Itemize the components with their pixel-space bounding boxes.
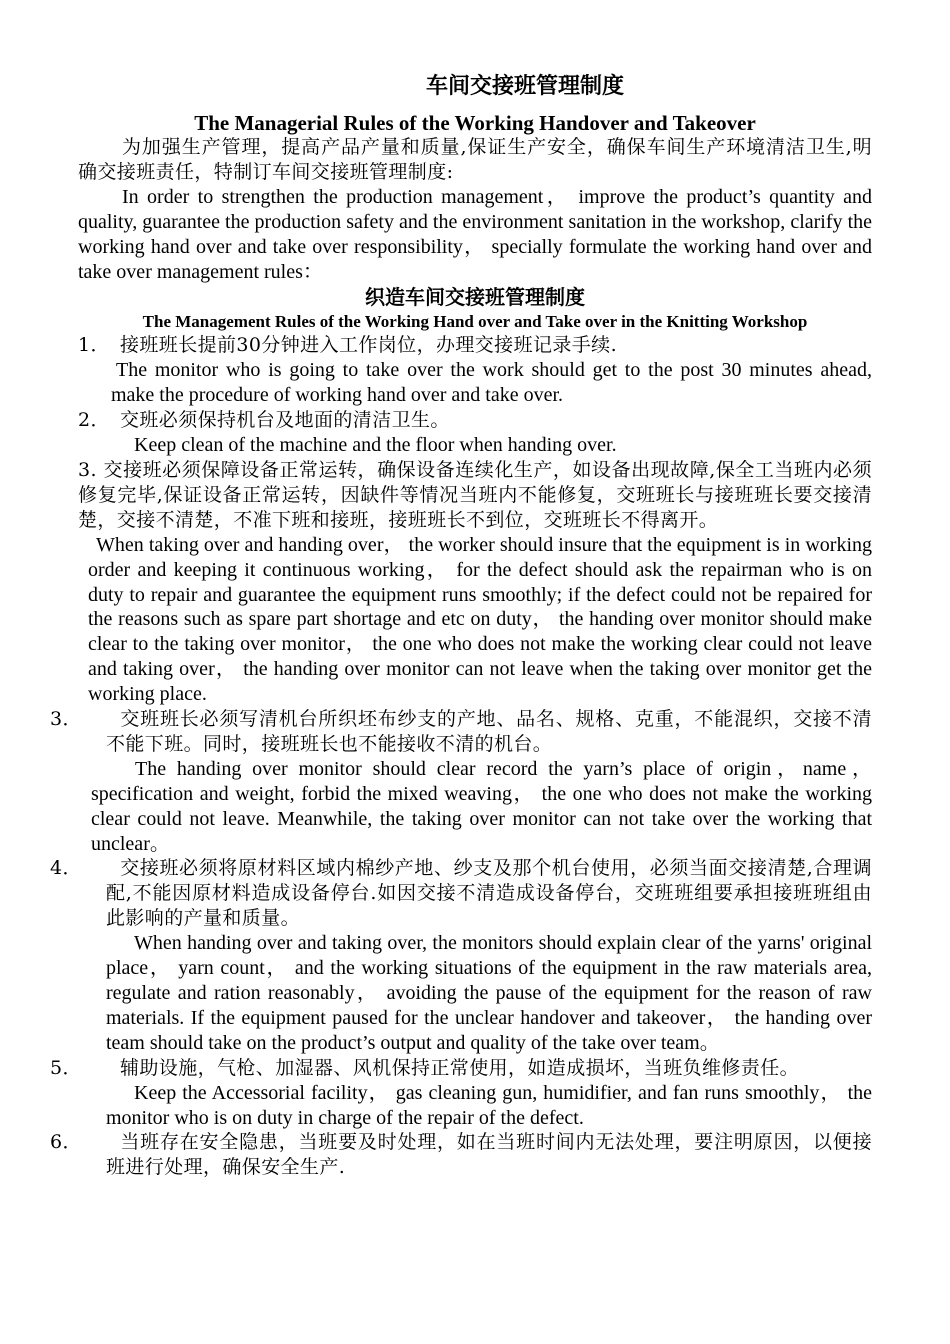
rule-item-5-en: When handing over and taking over, the monitors should explain clear of the yarns' original place， yarn count， and the working situations of the equipment in the raw materials area, regulate and ration reasonably， avoiding the pause of the equipment for the reason of raw materials. If the equipment paused for the unclear handover and takeover， the handing over team should take on the product’s output and quality of the take over team。	[106, 932, 872, 1054]
rule-number: 2．	[78, 409, 110, 432]
rule-text-cn: 交班班长必须写清机台所织坯布纱支的产地、品名、规格、克重，不能混织，交接不清不能下班。同时，接班班长也不能接收不清的机台。	[106, 708, 872, 755]
rule-item-6-en: Keep the Accessorial facility， gas cleaning gun, humidifier, and fan runs smoothly， the monitor who is on duty in charge of the repair of the defect.	[106, 1081, 872, 1129]
document-title-en: The Managerial Rules of the Working Handover and Takeover	[194, 111, 756, 135]
rule-item-4-cn	[50, 707, 872, 757]
rule-text-cn: 当班存在安全隐患，当班要及时处理，如在当班时间内无法处理，要注明原因，以便接班进行处理，确保安全生产.	[106, 1131, 872, 1179]
rule-item-6-cn	[50, 1056, 872, 1081]
rule-number: 3．	[50, 708, 82, 731]
intro-paragraph-cn: 为加强生产管理，提高产品产量和质量,保证生产安全，确保车间生产环境清洁卫生,明确交接班责任，特制订车间交接班管理制度:	[78, 136, 872, 183]
rule-item-5-cn	[50, 856, 872, 931]
rule-number: 1．	[78, 334, 110, 357]
section-title-en: The Management Rules of the Working Hand over and Take over in the Knitting Workshop	[142, 312, 808, 332]
rule-text-cn: 辅助设施，气枪、加湿器、风机保持正常使用，如造成损坏，当班负维修责任。	[120, 1056, 800, 1079]
rule-text-cn: 接班班长提前30分钟进入工作岗位，办理交接班记录手续.	[120, 334, 618, 357]
rule-item-3-en: When taking over and handing over， the worker should insure that the equipment is in working order and keeping it continuous working， for the defect should ask the repairman who is on duty to repair and guarantee the equipment runs smoothly; if the defect could not be repaired for the reasons such as spare part shortage and etc on duty， the handing over monitor should make clear to the taking over monitor， the one who does not make the working clear could not leave and taking over， the handing over monitor can not leave when the taking over monitor get the working place.	[88, 533, 872, 706]
rule-number: 3.	[78, 458, 97, 481]
section-title-cn: 织造车间交接班管理制度	[365, 285, 585, 310]
rule-item-2-en: Keep clean of the machine and the floor when handing over.	[134, 434, 617, 457]
rule-item-7-cn	[50, 1130, 872, 1180]
rule-text-cn: 交班必须保持机台及地面的清洁卫生。	[120, 409, 450, 432]
rule-item-2-cn	[78, 408, 872, 433]
rule-number: 5．	[50, 1056, 82, 1079]
rule-text-cn: 交接班必须将原材料区域内棉纱产地、纱支及那个机台使用，必须当面交接清楚,合理调配,不能因原材料造成设备停台.如因交接不清造成设备停台，交班班组要承担接班班组由此影响的产量和质量。	[106, 857, 872, 930]
rule-item-3-cn	[78, 458, 872, 533]
rule-number: 4．	[50, 857, 82, 880]
rule-text-cn: 交接班必须保障设备正常运转，确保设备连续化生产，如设备出现故障,保全工当班内必须修复完毕,保证设备正常运转，因缺件等情况当班内不能修复，交班班长与接班班长要交接清楚，交接不清楚，不准下班和接班，接班班长不到位，交班班长不得离开。	[78, 458, 872, 531]
rule-item-4-en: The handing over monitor should clear record the yarn’s place of origin，name， specification and weight, forbid the mixed weaving， the one who does not make the working clear could not leave. Meanwhile, the taking over monitor can not take over the working that unclear。	[91, 757, 872, 855]
rule-item-1-en: The monitor who is going to take over the work should get to the post 30 minutes ahead, make the procedure of working hand over and take over.	[111, 359, 872, 407]
rule-item-1-cn	[78, 333, 872, 358]
rule-number: 6．	[50, 1131, 82, 1154]
document-title-cn: 车间交接班管理制度	[425, 74, 624, 99]
intro-paragraph-en: In order to strengthen the production management， improve the product’s quantity and quality, guarantee the production safety and the environment sanitation in the workshop, clarify the working hand over and take over responsibility， specially formulate the working hand over and take over management rules：	[78, 185, 872, 283]
